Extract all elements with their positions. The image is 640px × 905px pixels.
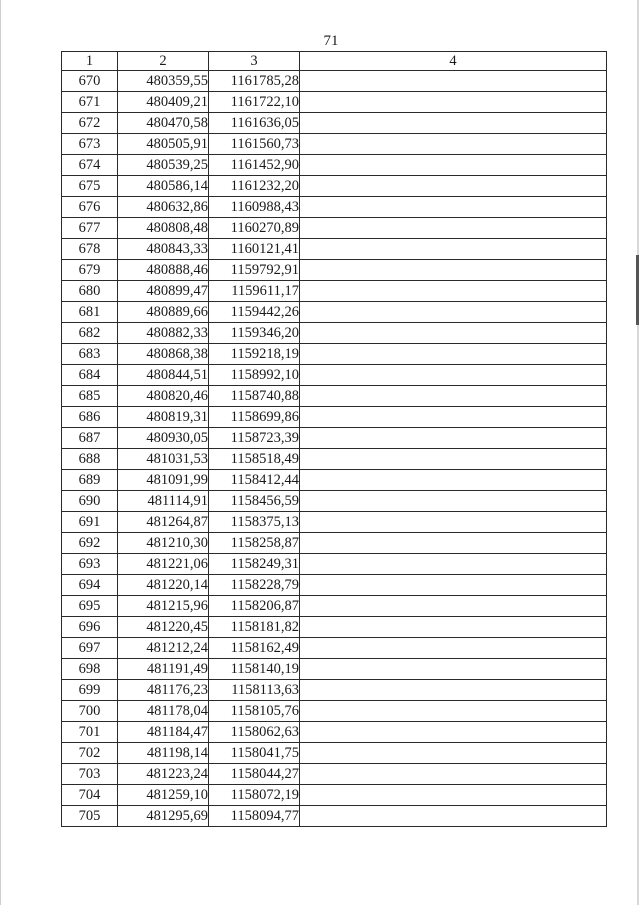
y-coordinate-cell: 1160121,41 — [209, 239, 300, 260]
column-header-3: 3 — [209, 52, 300, 71]
note-cell — [300, 197, 607, 218]
table-row — [62, 218, 607, 239]
point-number-cell: 696 — [62, 617, 118, 638]
note-cell — [300, 533, 607, 554]
note-cell — [300, 764, 607, 785]
point-number-cell: 699 — [62, 680, 118, 701]
table-row — [62, 533, 607, 554]
point-number-cell: 692 — [62, 533, 118, 554]
point-number-cell: 670 — [62, 71, 118, 92]
table-row — [62, 743, 607, 764]
note-cell — [300, 449, 607, 470]
point-number-cell: 673 — [62, 134, 118, 155]
y-coordinate-cell: 1161560,73 — [209, 134, 300, 155]
x-coordinate-cell: 480868,38 — [118, 344, 209, 365]
table-row — [62, 407, 607, 428]
y-coordinate-cell: 1158044,27 — [209, 764, 300, 785]
table-row — [62, 281, 607, 302]
note-cell — [300, 92, 607, 113]
note-cell — [300, 722, 607, 743]
x-coordinate-cell: 480632,86 — [118, 197, 209, 218]
point-number-cell: 693 — [62, 554, 118, 575]
table-row — [62, 365, 607, 386]
note-cell — [300, 365, 607, 386]
note-cell — [300, 218, 607, 239]
point-number-cell: 676 — [62, 197, 118, 218]
y-coordinate-cell: 1158094,77 — [209, 806, 300, 827]
note-cell — [300, 407, 607, 428]
note-cell — [300, 470, 607, 491]
table-row — [62, 155, 607, 176]
x-coordinate-cell: 481221,06 — [118, 554, 209, 575]
page-number: 71 — [323, 33, 339, 49]
x-coordinate-cell: 480820,46 — [118, 386, 209, 407]
table-row — [62, 239, 607, 260]
y-coordinate-cell: 1161232,20 — [209, 176, 300, 197]
y-coordinate-cell: 1158072,19 — [209, 785, 300, 806]
point-number-cell: 671 — [62, 92, 118, 113]
table-row — [62, 722, 607, 743]
table-row — [62, 386, 607, 407]
column-header-2: 2 — [118, 52, 209, 71]
point-number-cell: 705 — [62, 806, 118, 827]
y-coordinate-cell: 1159792,91 — [209, 260, 300, 281]
x-coordinate-cell: 481184,47 — [118, 722, 209, 743]
x-coordinate-cell: 481212,24 — [118, 638, 209, 659]
x-coordinate-cell: 481215,96 — [118, 596, 209, 617]
note-cell — [300, 344, 607, 365]
y-coordinate-cell: 1160270,89 — [209, 218, 300, 239]
note-cell — [300, 134, 607, 155]
x-coordinate-cell: 480882,33 — [118, 323, 209, 344]
table-row — [62, 134, 607, 155]
column-header-1: 1 — [62, 52, 118, 71]
table-row — [62, 764, 607, 785]
table-row — [62, 302, 607, 323]
point-number-cell: 687 — [62, 428, 118, 449]
point-number-cell: 677 — [62, 218, 118, 239]
table-row — [62, 71, 607, 92]
note-cell — [300, 71, 607, 92]
x-coordinate-cell: 481198,14 — [118, 743, 209, 764]
y-coordinate-cell: 1158518,49 — [209, 449, 300, 470]
point-number-cell: 686 — [62, 407, 118, 428]
y-coordinate-cell: 1159346,20 — [209, 323, 300, 344]
note-cell — [300, 239, 607, 260]
note-cell — [300, 386, 607, 407]
y-coordinate-cell: 1161452,90 — [209, 155, 300, 176]
x-coordinate-cell: 480844,51 — [118, 365, 209, 386]
point-number-cell: 690 — [62, 491, 118, 512]
scan-edge-mark — [636, 255, 639, 325]
note-cell — [300, 554, 607, 575]
x-coordinate-cell: 481176,23 — [118, 680, 209, 701]
note-cell — [300, 701, 607, 722]
x-coordinate-cell: 481091,99 — [118, 470, 209, 491]
y-coordinate-cell: 1158206,87 — [209, 596, 300, 617]
y-coordinate-cell: 1158375,13 — [209, 512, 300, 533]
y-coordinate-cell: 1158162,49 — [209, 638, 300, 659]
y-coordinate-cell: 1158249,31 — [209, 554, 300, 575]
table-row — [62, 638, 607, 659]
table-row — [62, 617, 607, 638]
x-coordinate-cell: 481295,69 — [118, 806, 209, 827]
y-coordinate-cell: 1158228,79 — [209, 575, 300, 596]
y-coordinate-cell: 1161636,05 — [209, 113, 300, 134]
x-coordinate-cell: 481191,49 — [118, 659, 209, 680]
x-coordinate-cell: 481031,53 — [118, 449, 209, 470]
y-coordinate-cell: 1158105,76 — [209, 701, 300, 722]
point-number-cell: 701 — [62, 722, 118, 743]
x-coordinate-cell: 480899,47 — [118, 281, 209, 302]
x-coordinate-cell: 480808,48 — [118, 218, 209, 239]
table-row — [62, 512, 607, 533]
note-cell — [300, 323, 607, 344]
y-coordinate-cell: 1158113,63 — [209, 680, 300, 701]
note-cell — [300, 260, 607, 281]
x-coordinate-cell: 480409,21 — [118, 92, 209, 113]
x-coordinate-cell: 480470,58 — [118, 113, 209, 134]
y-coordinate-cell: 1159611,17 — [209, 281, 300, 302]
point-number-cell: 703 — [62, 764, 118, 785]
x-coordinate-cell: 480930,05 — [118, 428, 209, 449]
point-number-cell: 700 — [62, 701, 118, 722]
table-row — [62, 659, 607, 680]
table-row — [62, 344, 607, 365]
table-row — [62, 470, 607, 491]
note-cell — [300, 491, 607, 512]
x-coordinate-cell: 481114,91 — [118, 491, 209, 512]
point-number-cell: 694 — [62, 575, 118, 596]
y-coordinate-cell: 1159442,26 — [209, 302, 300, 323]
scan-edge-left — [0, 0, 1, 905]
point-number-cell: 697 — [62, 638, 118, 659]
note-cell — [300, 113, 607, 134]
x-coordinate-cell: 481178,04 — [118, 701, 209, 722]
point-number-cell: 684 — [62, 365, 118, 386]
note-cell — [300, 743, 607, 764]
point-number-cell: 704 — [62, 785, 118, 806]
x-coordinate-cell: 480539,25 — [118, 155, 209, 176]
point-number-cell: 698 — [62, 659, 118, 680]
table-row — [62, 701, 607, 722]
table-header-row — [62, 52, 607, 71]
y-coordinate-cell: 1158992,10 — [209, 365, 300, 386]
column-header-4: 4 — [300, 52, 607, 71]
point-number-cell: 680 — [62, 281, 118, 302]
point-number-cell: 682 — [62, 323, 118, 344]
x-coordinate-cell: 480505,91 — [118, 134, 209, 155]
table-row — [62, 323, 607, 344]
note-cell — [300, 785, 607, 806]
point-number-cell: 702 — [62, 743, 118, 764]
note-cell — [300, 155, 607, 176]
y-coordinate-cell: 1158456,59 — [209, 491, 300, 512]
point-number-cell: 683 — [62, 344, 118, 365]
y-coordinate-cell: 1161785,28 — [209, 71, 300, 92]
note-cell — [300, 596, 607, 617]
point-number-cell: 695 — [62, 596, 118, 617]
table-row — [62, 428, 607, 449]
y-coordinate-cell: 1158699,86 — [209, 407, 300, 428]
y-coordinate-cell: 1158062,63 — [209, 722, 300, 743]
table-row — [62, 92, 607, 113]
table-body — [62, 71, 607, 827]
table-row — [62, 176, 607, 197]
scan-edge-right — [637, 0, 639, 905]
point-number-cell: 681 — [62, 302, 118, 323]
note-cell — [300, 176, 607, 197]
point-number-cell: 691 — [62, 512, 118, 533]
point-number-cell: 688 — [62, 449, 118, 470]
note-cell — [300, 575, 607, 596]
point-number-cell: 678 — [62, 239, 118, 260]
note-cell — [300, 281, 607, 302]
x-coordinate-cell: 480843,33 — [118, 239, 209, 260]
table-row — [62, 575, 607, 596]
x-coordinate-cell: 481223,24 — [118, 764, 209, 785]
table-row — [62, 113, 607, 134]
y-coordinate-cell: 1158041,75 — [209, 743, 300, 764]
y-coordinate-cell: 1158140,19 — [209, 659, 300, 680]
table-row — [62, 491, 607, 512]
x-coordinate-cell: 480819,31 — [118, 407, 209, 428]
point-number-cell: 685 — [62, 386, 118, 407]
point-number-cell: 674 — [62, 155, 118, 176]
note-cell — [300, 806, 607, 827]
x-coordinate-cell: 481220,45 — [118, 617, 209, 638]
x-coordinate-cell: 481259,10 — [118, 785, 209, 806]
x-coordinate-cell: 481264,87 — [118, 512, 209, 533]
y-coordinate-cell: 1161722,10 — [209, 92, 300, 113]
x-coordinate-cell: 480888,46 — [118, 260, 209, 281]
table-row — [62, 680, 607, 701]
note-cell — [300, 680, 607, 701]
point-number-cell: 675 — [62, 176, 118, 197]
y-coordinate-cell: 1158740,88 — [209, 386, 300, 407]
y-coordinate-cell: 1158412,44 — [209, 470, 300, 491]
note-cell — [300, 512, 607, 533]
point-number-cell: 672 — [62, 113, 118, 134]
x-coordinate-cell: 481210,30 — [118, 533, 209, 554]
point-number-cell: 689 — [62, 470, 118, 491]
table-row — [62, 554, 607, 575]
note-cell — [300, 302, 607, 323]
table-row — [62, 596, 607, 617]
x-coordinate-cell: 481220,14 — [118, 575, 209, 596]
y-coordinate-cell: 1160988,43 — [209, 197, 300, 218]
note-cell — [300, 638, 607, 659]
y-coordinate-cell: 1158181,82 — [209, 617, 300, 638]
x-coordinate-cell: 480586,14 — [118, 176, 209, 197]
table-row — [62, 449, 607, 470]
y-coordinate-cell: 1159218,19 — [209, 344, 300, 365]
x-coordinate-cell: 480359,55 — [118, 71, 209, 92]
table-row — [62, 197, 607, 218]
table-row — [62, 785, 607, 806]
note-cell — [300, 617, 607, 638]
y-coordinate-cell: 1158258,87 — [209, 533, 300, 554]
x-coordinate-cell: 480889,66 — [118, 302, 209, 323]
point-number-cell: 679 — [62, 260, 118, 281]
table-row — [62, 806, 607, 827]
y-coordinate-cell: 1158723,39 — [209, 428, 300, 449]
table-row — [62, 260, 607, 281]
note-cell — [300, 659, 607, 680]
note-cell — [300, 428, 607, 449]
coordinates-table — [61, 51, 607, 827]
